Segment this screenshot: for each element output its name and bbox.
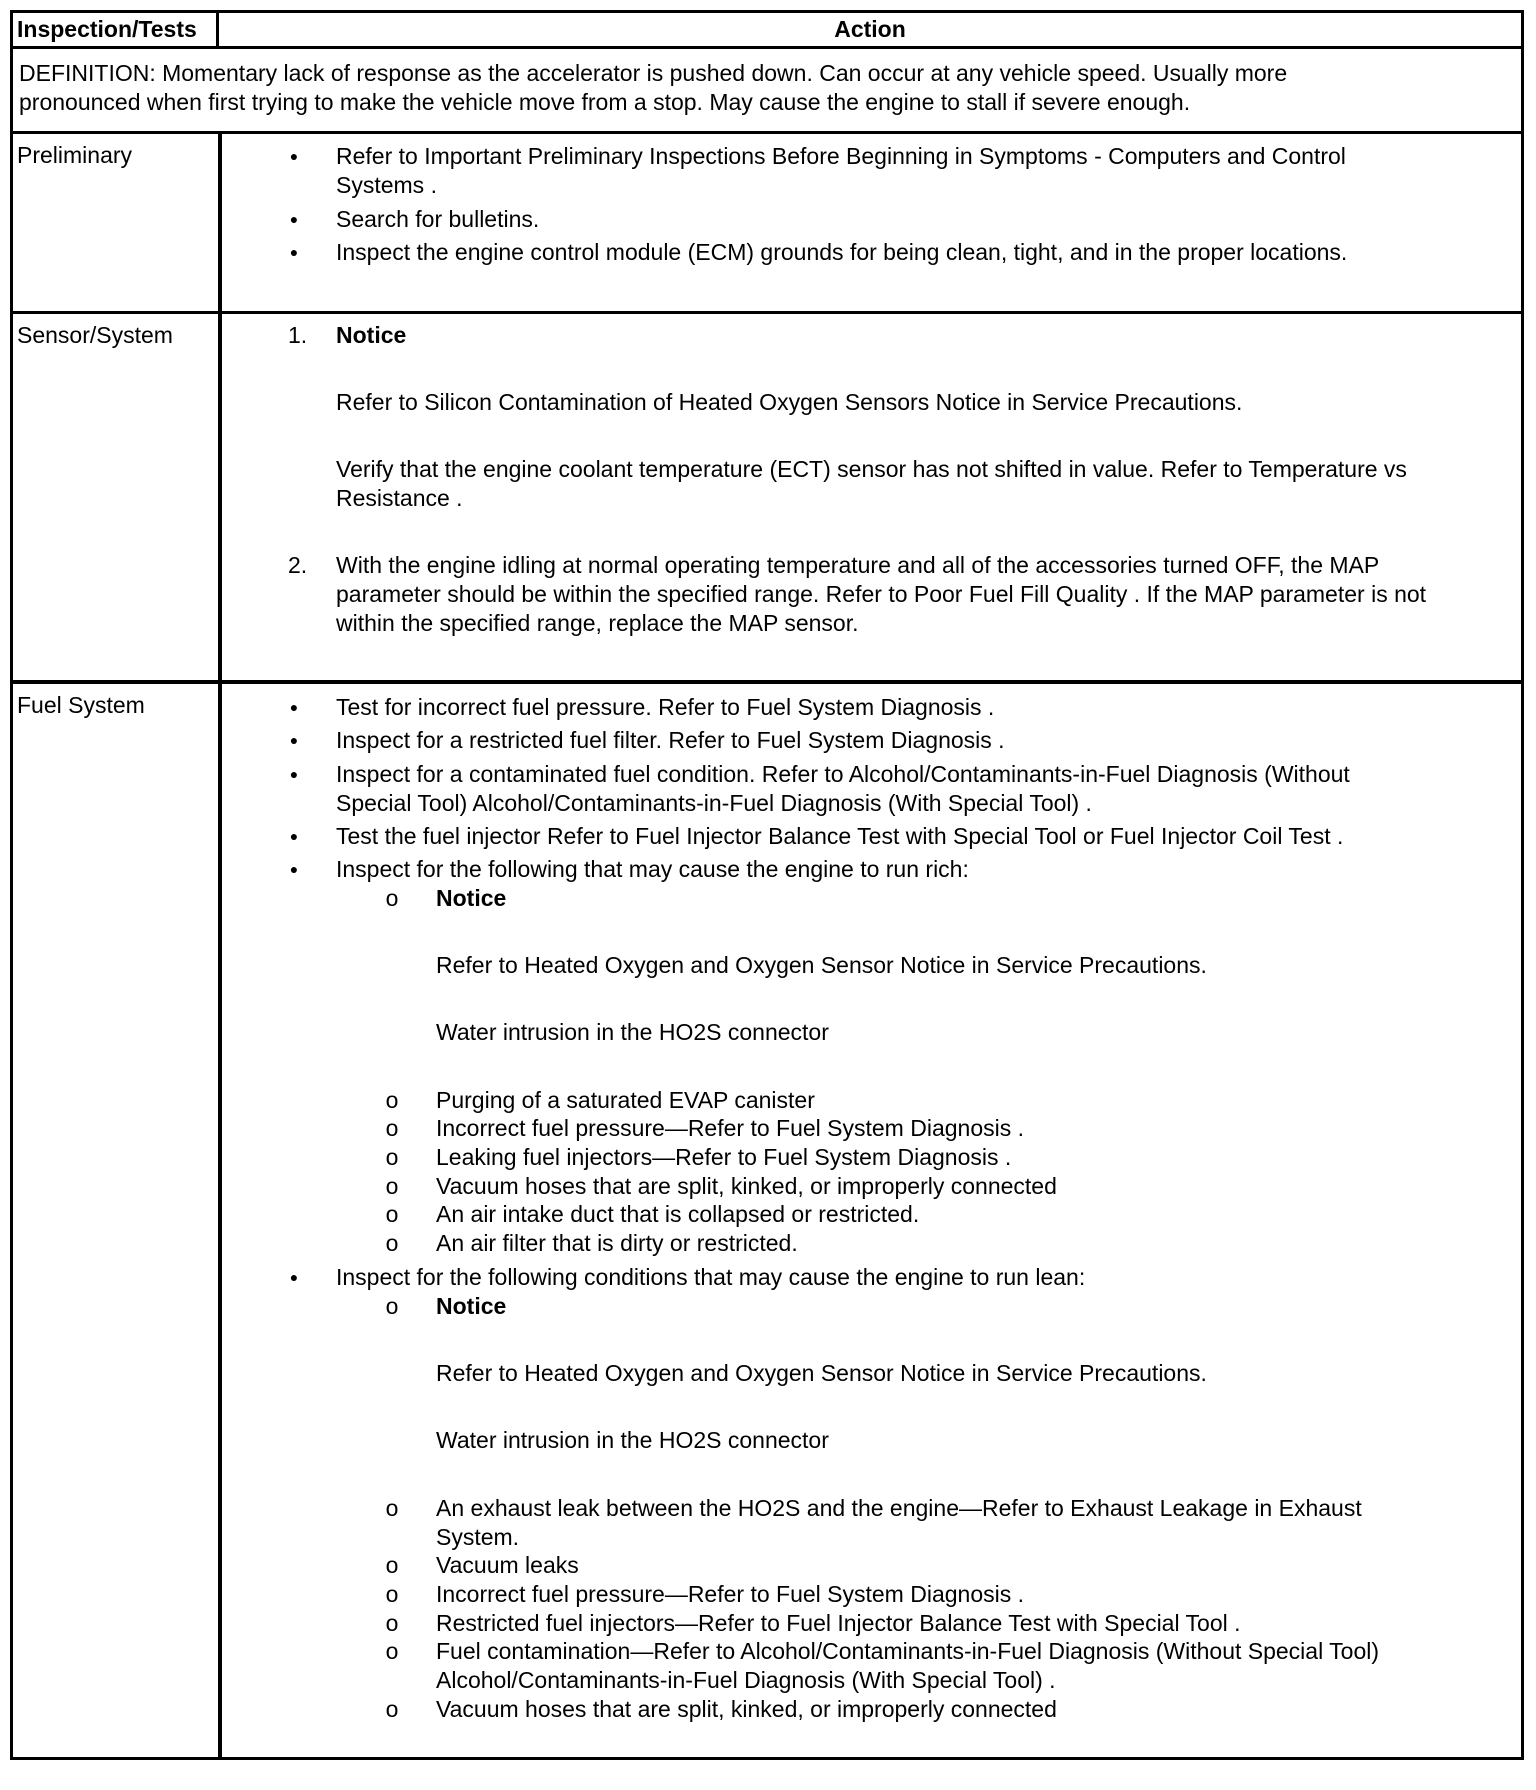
sensor-system-label: Sensor/System: [13, 314, 222, 680]
sub-list-item: Purging of a saturated EVAP canister: [436, 1087, 815, 1113]
preliminary-actions: [222, 134, 1521, 311]
notice-text: Refer to Heated Oxygen and Oxygen Sensor Notice in Service Precautions.: [436, 952, 1207, 978]
definition-row: [13, 49, 1521, 134]
sub-list-item: Vacuum leaks: [436, 1552, 579, 1578]
circle-bullet-icon: o: [385, 1495, 399, 1521]
circle-bullet-icon: o: [385, 1087, 399, 1113]
circle-bullet-icon: o: [385, 1610, 399, 1636]
notice-heading: Notice: [436, 885, 507, 911]
circle-bullet-icon: o: [385, 1115, 399, 1141]
bullet-icon: ●: [289, 732, 299, 748]
sub-list-item-continued: System.: [436, 1524, 520, 1550]
list-item: Test the fuel injector Refer to Fuel Injector Balance Test with Special Tool or Fuel Injector Coil Test .: [336, 823, 1344, 849]
definition-line-1: DEFINITION: Momentary lack of response as the accelerator is pushed down. Can occur at any vehicle speed. Usually more: [19, 60, 1288, 86]
list-item: Inspect for the following conditions that may cause the engine to run lean:: [336, 1264, 1086, 1290]
circle-bullet-icon: o: [385, 1201, 399, 1227]
notice-text: Refer to Silicon Contamination of Heated Oxygen Sensors Notice in Service Precautions.: [336, 389, 1243, 415]
step-text-continued: parameter should be within the specified range. Refer to Poor Fuel Fill Quality . If the MAP parameter is not: [336, 581, 1427, 607]
bullet-icon: ●: [289, 699, 299, 715]
sub-item-text: Water intrusion in the HO2S connector: [436, 1019, 829, 1045]
step-text-continued: within the specified range, replace the MAP sensor.: [336, 610, 859, 636]
list-item: Inspect the engine control module (ECM) grounds for being clean, tight, and in the proper locations.: [336, 239, 1348, 265]
diagnostic-table: [10, 10, 1524, 1760]
notice-heading: Notice: [436, 1293, 507, 1319]
circle-bullet-icon: o: [385, 1293, 399, 1319]
sub-list-item: Restricted fuel injectors—Refer to Fuel Injector Balance Test with Special Tool .: [436, 1610, 1241, 1636]
sub-list-item: Incorrect fuel pressure—Refer to Fuel System Diagnosis .: [436, 1115, 1025, 1141]
header-inspection-tests: Inspection/Tests: [13, 13, 219, 46]
bullet-icon: ●: [289, 828, 299, 844]
bullet-icon: ●: [289, 1269, 299, 1285]
circle-bullet-icon: o: [385, 1144, 399, 1170]
list-item: Refer to Important Preliminary Inspections Before Beginning in Symptoms - Computers and Control: [336, 143, 1346, 169]
step-number: 1.: [288, 322, 308, 348]
notice-heading: Notice: [336, 322, 407, 348]
step-text: With the engine idling at normal operating temperature and all of the accessories turned OFF, the MAP: [336, 552, 1380, 578]
circle-bullet-icon: o: [385, 1638, 399, 1664]
table-header: [13, 13, 1521, 49]
fuel-system-label: Fuel System: [13, 684, 222, 1757]
sub-list-item: An exhaust leak between the HO2S and the engine—Refer to Exhaust Leakage in Exhaust: [436, 1495, 1362, 1521]
list-item: Test for incorrect fuel pressure. Refer to Fuel System Diagnosis .: [336, 694, 995, 720]
sub-list-item: Leaking fuel injectors—Refer to Fuel System Diagnosis .: [436, 1144, 1012, 1170]
sub-item-text: Water intrusion in the HO2S connector: [436, 1427, 829, 1453]
circle-bullet-icon: o: [385, 1581, 399, 1607]
list-item-continued: Systems .: [336, 172, 437, 198]
sub-list-item: Fuel contamination—Refer to Alcohol/Contaminants-in-Fuel Diagnosis (Without Special Tool): [436, 1638, 1380, 1664]
step-text-continued: Resistance .: [336, 485, 463, 511]
circle-bullet-icon: o: [385, 1696, 399, 1722]
fuel-system-row: [13, 684, 1521, 1757]
sub-list-item: An air intake duct that is collapsed or restricted.: [436, 1201, 920, 1227]
definition-line-2: pronounced when first trying to make the vehicle move from a stop. May cause the engine to stall if severe enough.: [19, 89, 1191, 115]
circle-bullet-icon: o: [385, 1230, 399, 1256]
step-number: 2.: [288, 552, 308, 578]
list-item-continued: Special Tool) Alcohol/Contaminants-in-Fuel Diagnosis (With Special Tool) .: [336, 790, 1092, 816]
preliminary-label: Preliminary: [13, 134, 222, 311]
bullet-icon: ●: [289, 211, 299, 227]
circle-bullet-icon: o: [385, 1173, 399, 1199]
circle-bullet-icon: o: [385, 885, 399, 911]
list-item: Inspect for a restricted fuel filter. Refer to Fuel System Diagnosis .: [336, 727, 1005, 753]
notice-text: Refer to Heated Oxygen and Oxygen Sensor Notice in Service Precautions.: [436, 1360, 1207, 1386]
sensor-system-actions: [222, 314, 1521, 680]
bullet-icon: ●: [289, 148, 299, 164]
sub-list-item: An air filter that is dirty or restricted.: [436, 1230, 798, 1256]
sub-list-item-continued: Alcohol/Contaminants-in-Fuel Diagnosis (With Special Tool) .: [436, 1667, 1056, 1693]
list-item: Inspect for the following that may cause the engine to run rich:: [336, 856, 969, 882]
list-item: Inspect for a contaminated fuel condition. Refer to Alcohol/Contaminants-in-Fuel Diagnosis (Without: [336, 761, 1350, 787]
fuel-system-actions: [222, 684, 1521, 1757]
list-item: Search for bulletins.: [336, 206, 540, 232]
bullet-icon: ●: [289, 244, 299, 260]
sub-list-item: Vacuum hoses that are split, kinked, or improperly connected: [436, 1173, 1057, 1199]
header-action: Action: [834, 16, 906, 42]
sub-list-item: Vacuum hoses that are split, kinked, or improperly connected: [436, 1696, 1057, 1722]
bullet-icon: ●: [289, 766, 299, 782]
bullet-icon: ●: [289, 861, 299, 877]
circle-bullet-icon: o: [385, 1552, 399, 1578]
sensor-system-row: [13, 314, 1521, 684]
preliminary-row: [13, 134, 1521, 314]
sub-list-item: Incorrect fuel pressure—Refer to Fuel System Diagnosis .: [436, 1581, 1025, 1607]
step-text: Verify that the engine coolant temperature (ECT) sensor has not shifted in value. Refer to Temperature vs: [336, 456, 1407, 482]
